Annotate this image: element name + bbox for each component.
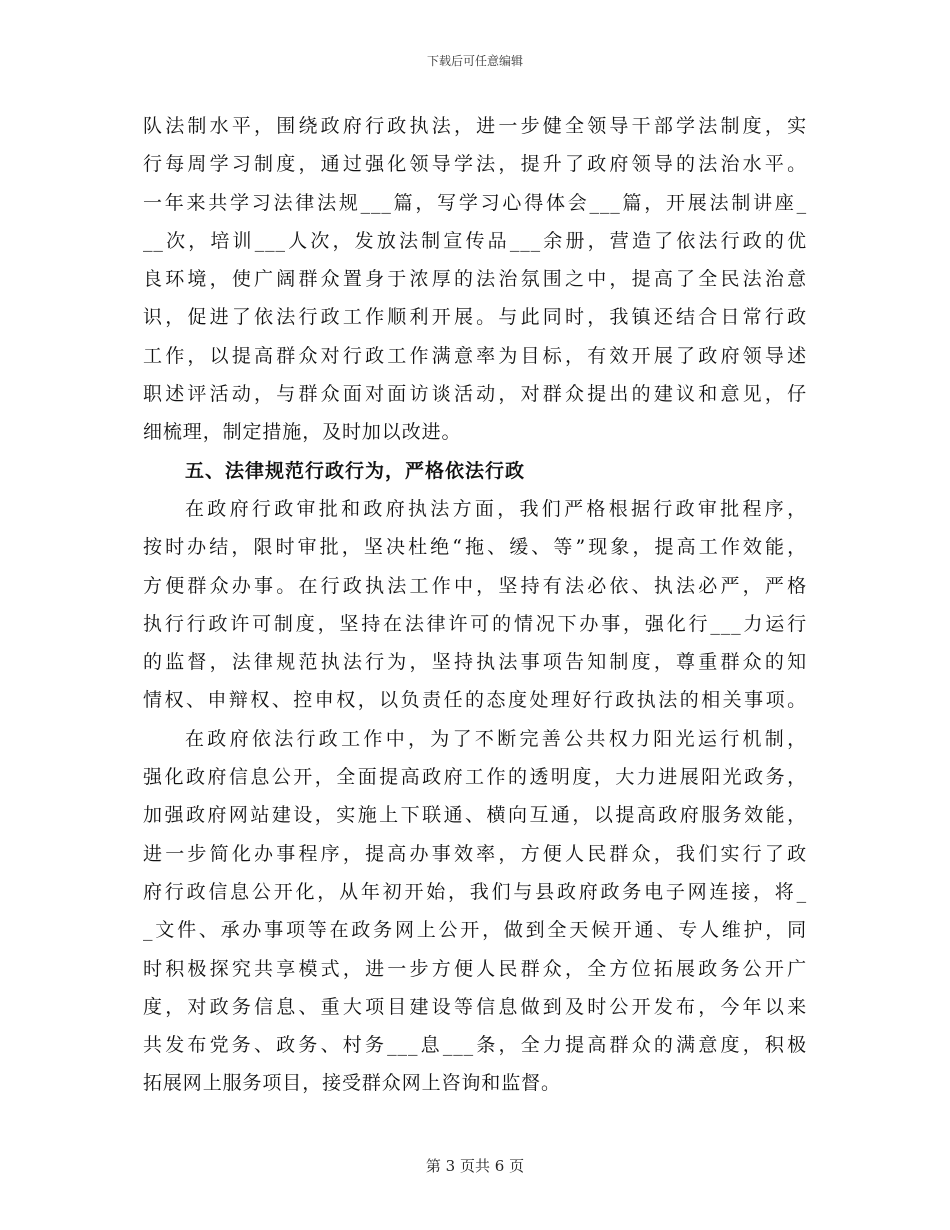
body-line: 府行政信息公开化，从年初开始，我们与县政府政务电子网连接，将_ — [143, 880, 807, 903]
body-line: 共发布党务、政务、村务___息___条，全力提高群众的满意度，积极 — [143, 1034, 807, 1057]
body-line: 识，促进了依法行政工作顺利开展。与此同时，我镇还结合日常行政 — [143, 306, 807, 329]
body-line: 的监督，法律规范执法行为，坚持执法事项告知制度，尊重群众的知 — [143, 651, 807, 674]
body-line: 在政府依法行政工作中，为了不断完善公共权力阳光运行机制， — [185, 727, 807, 750]
body-line: 行每周学习制度，通过强化领导学法，提升了政府领导的法治水平。 — [143, 153, 807, 176]
body-line: __次，培训___人次，发放法制宣传品___余册，营造了依法行政的优 — [143, 229, 807, 252]
page-number: 第 3 页共 6 页 — [425, 1157, 525, 1175]
body-line: 细梳理，制定措施，及时加以改进。 — [143, 421, 462, 444]
section-heading: 五、法律规范行政行为，严格依法行政 — [185, 459, 526, 482]
body-line: 情权、申辩权、控申权，以负责任的态度处理好行政执法的相关事项。 — [143, 689, 807, 712]
body-line: _文件、承办事项等在政务网上公开，做到全天候开通、专人维护，同 — [143, 919, 807, 942]
body-line: 良环境，使广阔群众置身于浓厚的法治氛围之中，提高了全民法治意 — [143, 268, 807, 291]
body-line: 加强政府网站建设，实施上下联通、横向互通，以提高政府服务效能， — [143, 804, 807, 827]
body-line: 度，对政务信息、重大项目建设等信息做到及时公开发布，今年以来 — [143, 995, 807, 1018]
body-line: 工作，以提高群众对行政工作满意率为目标，有效开展了政府领导述 — [143, 344, 807, 367]
body-line: 队法制水平，围绕政府行政执法，进一步健全领导干部学法制度，实 — [143, 115, 807, 137]
document-body — [143, 107, 807, 1103]
body-line: 在政府行政审批和政府执法方面，我们严格根据行政审批程序， — [185, 497, 807, 520]
body-line: 执行行政许可制度，坚持在法律许可的情况下办事，强化行___力运行 — [143, 612, 807, 635]
body-line: 方便群众办事。在行政执法工作中，坚持有法必依、执法必严，严格 — [143, 574, 807, 597]
body-line: 进一步简化办事程序，提高办事效率，方便人民群众，我们实行了政 — [143, 842, 807, 865]
body-line: 按时办结，限时审批，坚决杜绝“拖、缓、等”现象，提高工作效能， — [143, 536, 807, 559]
body-line: 时积极探究共享模式，进一步方便人民群众，全方位拓展政务公开广 — [143, 957, 807, 980]
body-line: 强化政府信息公开，全面提高政府工作的透明度，大力进展阳光政务， — [143, 766, 807, 789]
body-line: 一年来共学习法律法规___篇，写学习心得体会___篇，开展法制讲座_ — [143, 191, 807, 214]
page-header-note: 下载后可任意编辑 — [426, 54, 523, 68]
body-line: 拓展网上服务项目，接受群众网上咨询和监督。 — [143, 1072, 561, 1095]
body-line: 职述评活动，与群众面对面访谈活动，对群众提出的建议和意见，仔 — [143, 383, 807, 406]
